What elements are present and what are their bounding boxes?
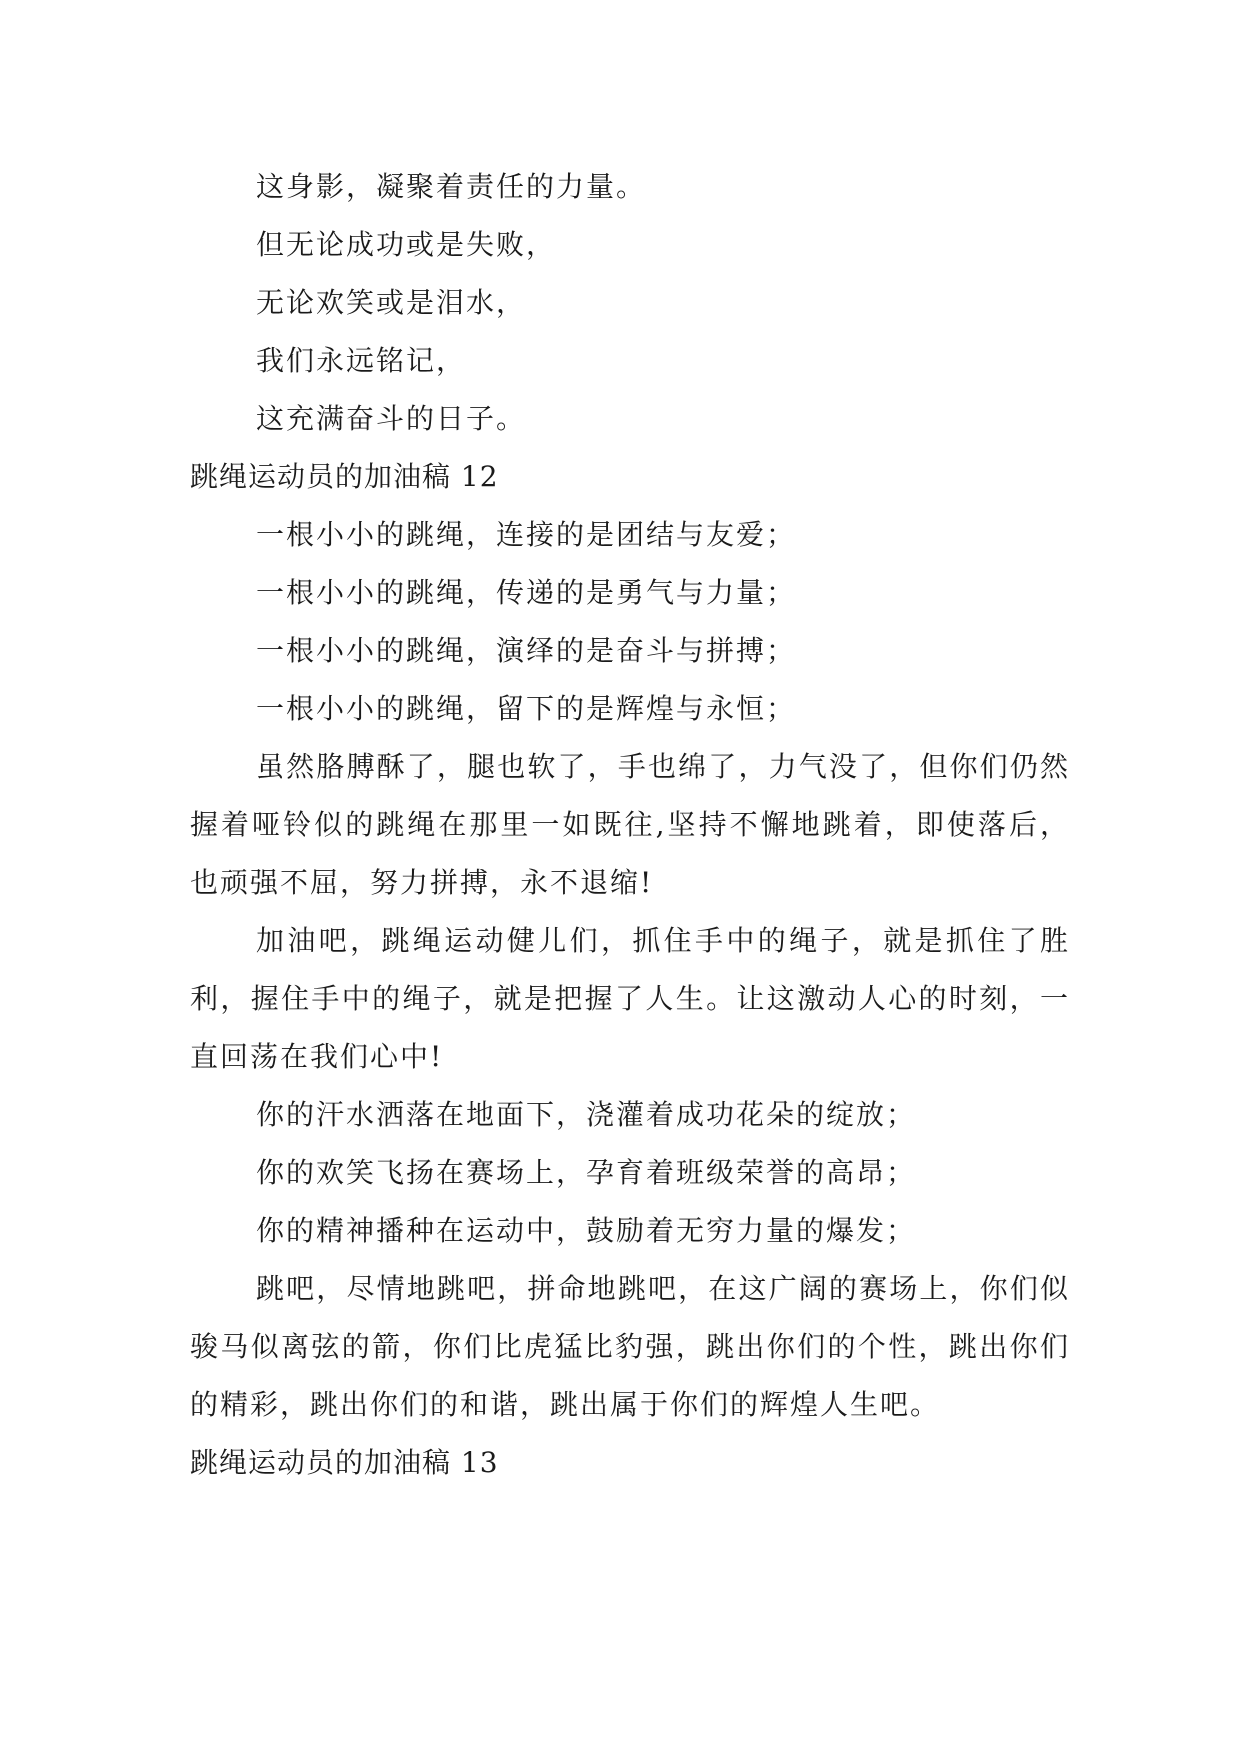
poem-line: 我们永远铭记，	[256, 344, 467, 377]
section-heading-13: 跳绳运动员的加油稿 13	[190, 1446, 499, 1479]
poem-line: 这身影，凝聚着责任的力量。	[256, 170, 647, 203]
poem-line: 你的精神播种在运动中，鼓励着无穷力量的爆发；	[256, 1214, 917, 1247]
document-body	[190, 158, 1070, 1492]
poem-line: 一根小小的跳绳，留下的是辉煌与永恒；	[256, 692, 797, 725]
paragraph: 加油吧，跳绳运动健儿们，抓住手中的绳子，就是抓住了胜利，握住手中的绳子，就是把握了人生。让这激动人心的时刻，一直回荡在我们心中!	[190, 924, 1070, 1073]
poem-line: 你的汗水洒落在地面下，浇灌着成功花朵的绽放；	[256, 1098, 917, 1131]
section-heading-12: 跳绳运动员的加油稿 12	[190, 460, 499, 493]
poem-line: 一根小小的跳绳，演绎的是奋斗与拼搏；	[256, 634, 797, 667]
poem-line: 无论欢笑或是泪水，	[256, 286, 527, 319]
poem-line: 这充满奋斗的日子。	[256, 402, 527, 435]
paragraph: 虽然胳膊酥了，腿也软了，手也绵了，力气没了，但你们仍然握着哑铃似的跳绳在那里一如既往,坚持不懈地跳着，即使落后，也顽强不屈，努力拼搏，永不退缩!	[190, 750, 1070, 899]
poem-line: 你的欢笑飞扬在赛场上，孕育着班级荣誉的高昂；	[256, 1156, 917, 1189]
paragraph: 跳吧，尽情地跳吧，拼命地跳吧，在这广阔的赛场上，你们似骏马似离弦的箭，你们比虎猛比豹强，跳出你们的个性，跳出你们的精彩，跳出你们的和谐，跳出属于你们的辉煌人生吧。	[190, 1272, 1070, 1421]
poem-line: 一根小小的跳绳，连接的是团结与友爱；	[256, 518, 797, 551]
poem-line: 一根小小的跳绳，传递的是勇气与力量；	[256, 576, 797, 609]
poem-line: 但无论成功或是失败，	[256, 228, 557, 261]
